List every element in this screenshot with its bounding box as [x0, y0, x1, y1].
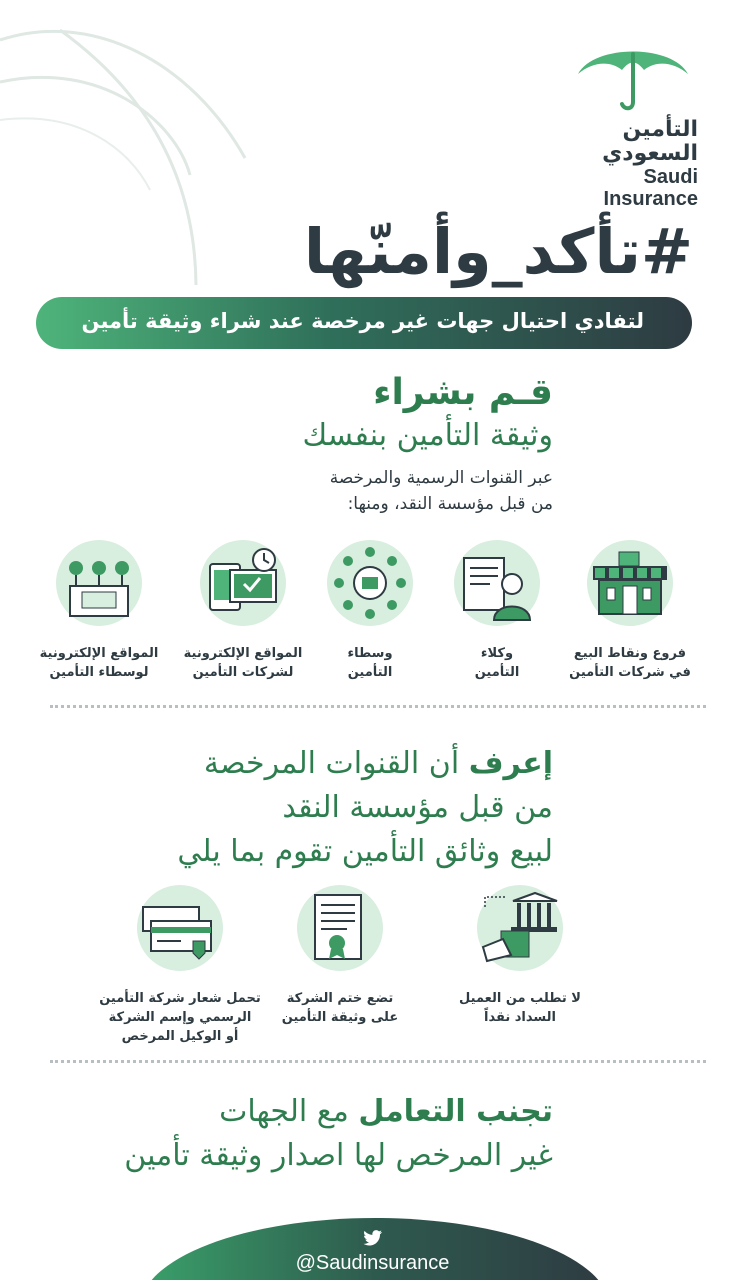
channel-label-line1: المواقع الإلكترونية [39, 646, 159, 661]
channel-label-line1: فروع ونقاط البيع [573, 646, 687, 661]
practice-company-stamp [265, 885, 415, 1027]
dotted-divider [50, 1060, 706, 1063]
agent-icon [454, 540, 540, 626]
channel-label-line2: لوسطاء التأمين [49, 665, 149, 680]
channel-insurer-websites [178, 540, 308, 682]
section1-subtitle: وثيقة التأمين بنفسك [302, 418, 553, 453]
practice-official-logo [95, 885, 265, 1046]
umbrella-logo-icon [574, 40, 692, 112]
twitter-handle[interactable]: @Saudinsurance [295, 1252, 450, 1274]
logo-arabic-text: التأمين السعودي [602, 117, 698, 166]
channel-label-line1: وكلاء [480, 646, 514, 661]
cards-logo-icon [137, 885, 223, 971]
decorative-arcs [0, 0, 260, 290]
dotted-divider [50, 705, 706, 708]
stamped-document-icon [297, 885, 383, 971]
channel-brokers [305, 540, 435, 682]
store-icon [587, 540, 673, 626]
practice-label-line2: السداد نقداً [484, 1010, 556, 1025]
section2-heading [177, 742, 553, 874]
section3-line2: غير المرخص لها اصدار وثيقة تأمين [124, 1138, 553, 1173]
section1-description [223, 465, 553, 517]
section1-title: قـم بشراء [373, 372, 553, 413]
practice-label-line1: تحمل شعار شركة التأمين [99, 991, 261, 1006]
section2-line3: لبيع وثائق التأمين تقوم بما يلي [177, 834, 553, 869]
channel-branches [565, 540, 695, 682]
bank-cash-icon [477, 885, 563, 971]
broker-website-icon [56, 540, 142, 626]
insurer-website-icon [200, 540, 286, 626]
practice-label-line2: الرسمي وإسم الشركة [108, 1010, 252, 1025]
channel-label-line2: في شركات التأمين [569, 665, 691, 680]
practice-label-line1: تضع ختم الشركة [286, 991, 394, 1006]
brand-logo [548, 40, 698, 210]
practice-label-line2: على وثيقة التأمين [281, 1010, 399, 1025]
twitter-icon [363, 1230, 383, 1246]
channel-broker-websites [34, 540, 164, 682]
broker-network-icon [327, 540, 413, 626]
section2-line2: من قبل مؤسسة النقد [282, 790, 553, 825]
channel-label-line2: التأمين [474, 665, 520, 680]
channel-label-line2: التأمين [347, 665, 393, 680]
section3-heading [124, 1090, 553, 1178]
campaign-hashtag: #تأكد_وأمنّها [303, 215, 693, 288]
practice-no-cash [445, 885, 595, 1027]
channel-label-line1: وسطاء [347, 646, 393, 661]
section2-line1: أن القنوات المرخصة [203, 746, 460, 781]
section2-bold: إعرف [468, 746, 553, 781]
section3-bold: تجنب التعامل [358, 1094, 553, 1129]
section1-desc-line1: عبر القنوات الرسمية والمرخصة [329, 468, 553, 488]
section1-desc-line2: من قبل مؤسسة النقد، ومنها: [347, 494, 553, 514]
channel-label-line2: لشركات التأمين [192, 665, 294, 680]
subtitle-banner [36, 297, 692, 349]
practice-label-line1: لا تطلب من العميل [459, 991, 581, 1006]
banner-text: لتفادي احتيال جهات غير مرخصة عند شراء وثيقة تأمين [81, 309, 644, 333]
channel-agents [432, 540, 562, 682]
logo-english-text: Saudi Insurance [603, 166, 698, 210]
section3-line1: مع الجهات [219, 1094, 349, 1129]
practice-label-line3: أو الوكيل المرخص [121, 1029, 239, 1044]
channel-label-line1: المواقع الإلكترونية [183, 646, 303, 661]
